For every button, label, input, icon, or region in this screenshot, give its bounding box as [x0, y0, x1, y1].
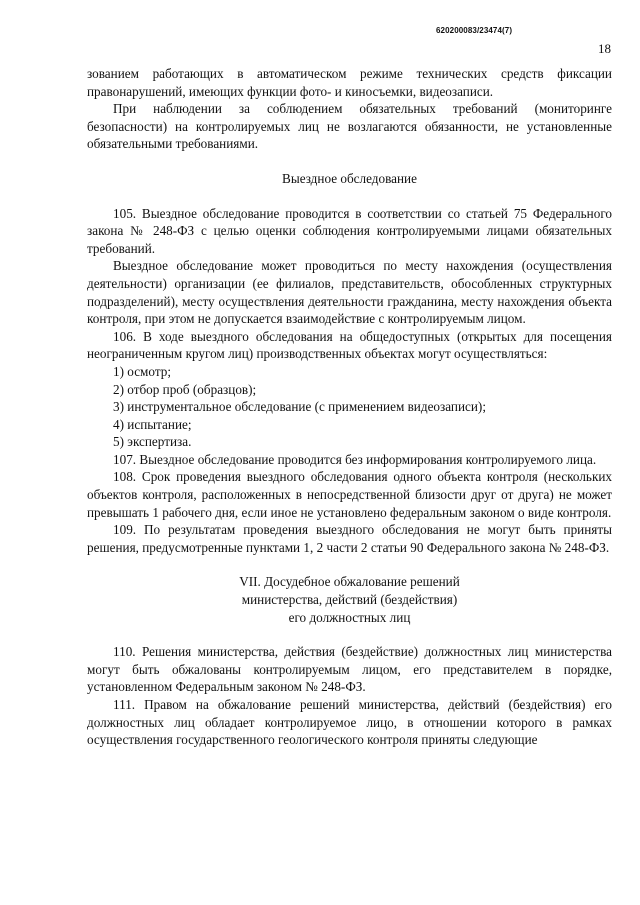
- list-item-expertise: 5) экспертиза.: [113, 434, 192, 450]
- paragraph-105-location: Выездное обследование может проводиться по месту нахождения (осуществления деятельности) организации (ее филиалов, представительств, обособленных структурных подразделений), месту осуществления деятельности гражданина, месту нахождения объекта контроля, при этом не допускается взаимодействие с контролируемым лицом.: [87, 258, 612, 327]
- paragraph-106: 106. В ходе выездного обследования на общедоступных (открытых для посещения неограниченным кругом лиц) производственных объектах могут осуществляться:: [87, 328, 612, 362]
- paragraph-108: 108. Срок проведения выездного обследования одного объекта контроля (нескольких объектов контроля, расположенных в непосредственной близости друг от друга) не может превышать 1 рабочего дня, если иное не установлено федеральным законом о виде контроля.: [87, 469, 612, 520]
- list-item-testing: 4) испытание;: [113, 416, 192, 432]
- list-item-instrumental: 3) инструментальное обследование (с применением видеозаписи);: [113, 399, 486, 415]
- spacer: [87, 153, 612, 170]
- spacer: [87, 626, 612, 643]
- section-heading-line-2: министерства, действий (бездействия): [241, 592, 458, 608]
- section-heading-line-3: его должностных лиц: [288, 609, 411, 625]
- paragraph-monitoring: При наблюдении за соблюдением обязательных требований (мониторинге безопасности) на контролируемых лиц не возлагаются обязанности, не установленные обязательными требованиями.: [87, 101, 612, 152]
- paragraph-110: 110. Решения министерства, действия (бездействие) должностных лиц министерства могут быть обжалованы контролируемым лицом, его представителем в порядке, установленном Федеральным законом № 248-ФЗ.: [87, 644, 612, 695]
- spacer: [87, 556, 612, 573]
- document-body: [87, 65, 612, 749]
- list-item-sampling: 2) отбор проб (образцов);: [113, 381, 257, 397]
- paragraph-continuation: зованием работающих в автоматическом режиме технических средств фиксации правонарушений, имеющих функции фото- и киносъемки, видеозаписи.: [87, 66, 612, 99]
- page-number: 18: [598, 41, 611, 56]
- paragraph-107: 107. Выездное обследование проводится без информирования контролируемого лица.: [113, 451, 597, 467]
- list-item-inspection: 1) осмотр;: [113, 363, 172, 379]
- section-heading-field-inspection: Выездное обследование: [282, 170, 417, 186]
- paragraph-111: 111. Правом на обжалование решений министерства, действий (бездействия) его должностных лиц обладает контролируемое лицо, в отношении которого в рамках осуществления государственного геологического контроля приняты следующие: [87, 697, 612, 748]
- document-id: 620200083/23474(7): [436, 26, 513, 35]
- spacer: [87, 188, 612, 205]
- paragraph-109: 109. По результатам проведения выездного обследования не могут быть приняты решения, предусмотренные пунктами 1, 2 части 2 статьи 90 Федерального закона № 248-ФЗ.: [87, 522, 612, 555]
- paragraph-105: 105. Выездное обследование проводится в соответствии со статьей 75 Федерального закона № 248-ФЗ с целью оценки соблюдения контролируемыми лицами обязательных требований.: [87, 205, 612, 256]
- section-heading-line-1: VII. Досудебное обжалование решений: [239, 574, 460, 590]
